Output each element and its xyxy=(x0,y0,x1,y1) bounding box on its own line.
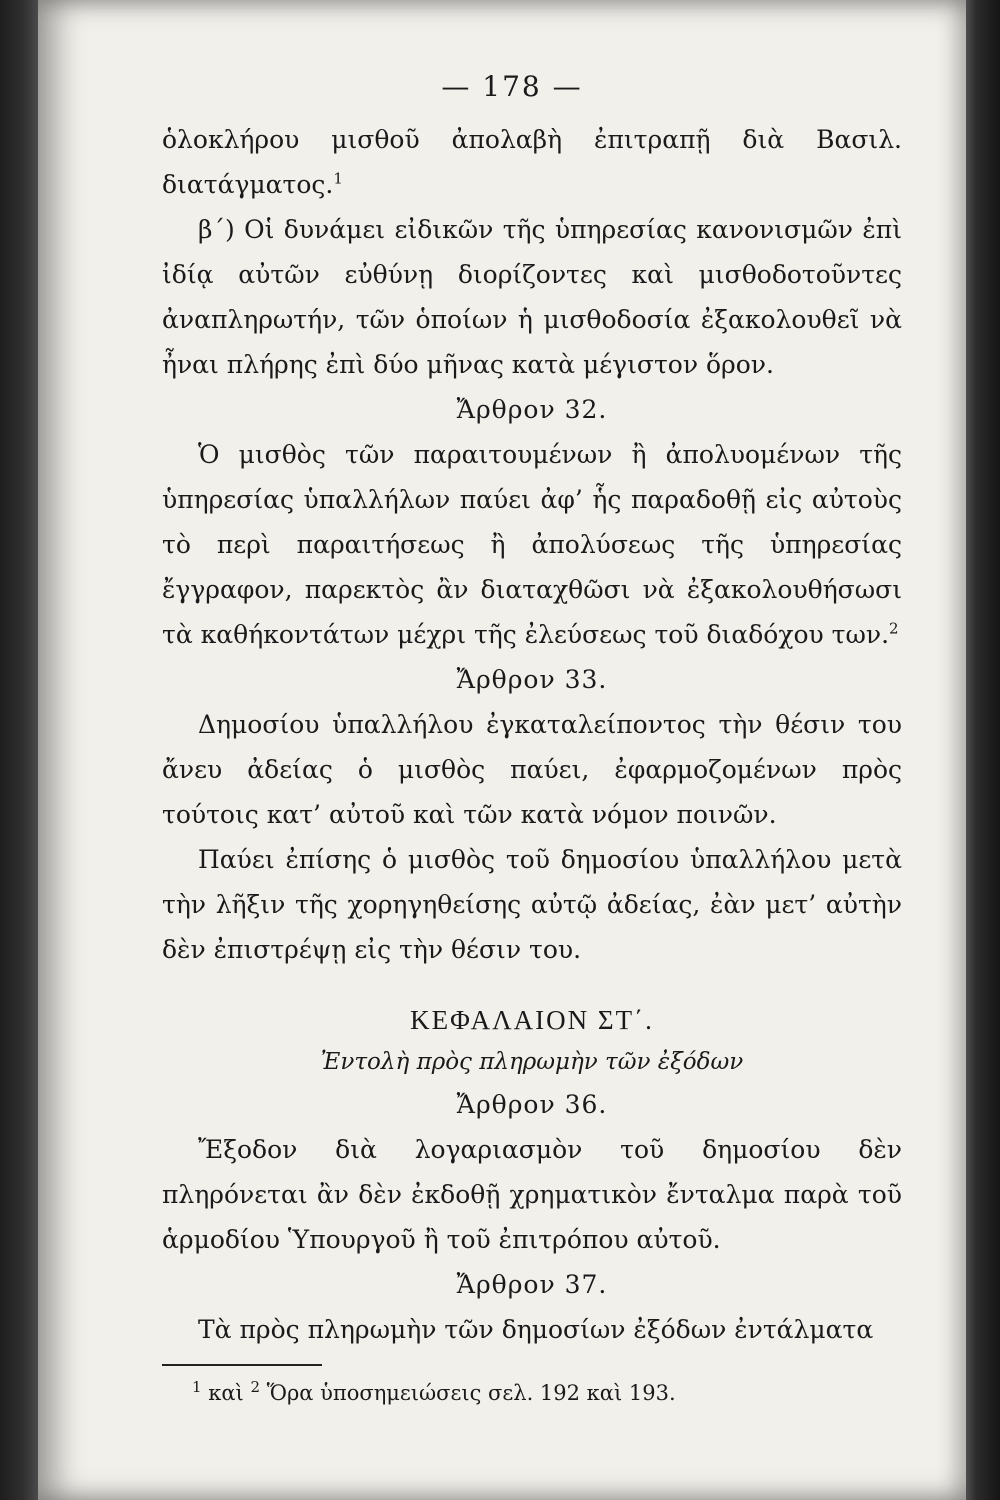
paragraph-1 xyxy=(162,117,902,207)
book-page xyxy=(38,0,966,1500)
footnote-connector: καὶ xyxy=(208,1381,244,1405)
paragraph-3-text: Ὁ μισθὸς τῶν παραιτουμένων ἢ ἀπολυομένων τῆς ὑπηρεσίας ὑπαλλήλων παύει ἀφ’ ἧς παραδοθῇ εἰς αὐτοὺς τὸ περὶ παραιτήσεως ἢ ἀπολύσεως τῆς ὑπηρεσίας ἔγγραφον, παρεκτὸς ἂν διαταχθῶσι νὰ ἐξακολουθήσωσι τὰ καθήκοντάτων μέχρι τῆς ἐλεύσεως τοῦ διαδόχου των. xyxy=(162,440,902,649)
footnote-mark-2: 2 xyxy=(250,1378,261,1396)
footnote xyxy=(162,1376,902,1410)
page-left-edge xyxy=(0,0,38,1500)
paragraph-2: β΄) Οἱ δυνάμει εἰδικῶν τῆς ὑπηρεσίας κανονισμῶν ἐπὶ ἰδίᾳ αὐτῶν εὐθύνῃ διορίζοντες καὶ μισθοδοτοῦντες ἀναπληρωτήν, τῶν ὁποίων ἡ μισθοδοσία ἐξακολουθεῖ νὰ ἦναι πλήρης ἐπὶ δύο μῆνας κατὰ μέγιστον ὅρον. xyxy=(162,215,902,379)
footnote-text: Ὅρα ὑποσημειώσεις σελ. 192 καὶ 193. xyxy=(266,1381,676,1405)
paragraph-6: Ἔξοδον διὰ λογαριασμὸν τοῦ δημοσίου δὲν πληρόνεται ἂν δὲν ἐκδοθῇ χρηματικὸν ἔνταλμα παρὰ τοῦ ἁρμοδίου Ὑπουργοῦ ἢ τοῦ ἐπιτρόπου αὐτοῦ. xyxy=(162,1135,902,1254)
paragraph-1-text: ὁλοκλήρου μισθοῦ ἀπολαβὴ ἐπιτραπῇ διὰ Βασιλ. διατάγματος. xyxy=(162,125,902,199)
page-number: — 178 — xyxy=(441,70,583,103)
paragraph-3 xyxy=(162,432,902,657)
paragraph-7: Τὰ πρὸς πληρωμὴν τῶν δημοσίων ἐξόδων ἐντάλματα xyxy=(198,1315,874,1344)
article-37-heading: Ἄρθρον 37. xyxy=(456,1270,608,1299)
footnote-ref-1: 1 xyxy=(333,169,343,188)
paragraph-5: Παύει ἐπίσης ὁ μισθὸς τοῦ δημοσίου ὑπαλλήλου μετὰ τὴν λῆξιν τῆς χορηγηθείσης αὐτῷ ἀδείας, ἐὰν μετ’ αὐτὴν δὲν ἐπιστρέψῃ εἰς τὴν θέσιν του. xyxy=(162,845,902,964)
page-text xyxy=(162,70,902,1410)
footnote-mark-1: 1 xyxy=(192,1378,202,1396)
article-36-heading: Ἄρθρον 36. xyxy=(456,1090,608,1119)
paragraph-4: Δημοσίου ὑπαλλήλου ἐγκαταλείποντος τὴν θέσιν του ἄνευ ἀδείας ὁ μισθὸς παύει, ἐφαρμοζομένων πρὸς τούτοις κατ’ αὐτοῦ καὶ τῶν κατὰ νόμον ποινῶν. xyxy=(162,710,902,829)
footnote-divider xyxy=(162,1364,322,1366)
chapter-subtitle: Ἐντολὴ πρὸς πληρωμὴν τῶν ἐξόδων xyxy=(320,1049,744,1075)
article-32-heading: Ἄρθρον 32. xyxy=(456,395,608,424)
chapter-heading: ΚΕΦΑΛΑΙΟΝ ΣΤ΄. xyxy=(410,1005,654,1035)
footnote-ref-2: 2 xyxy=(889,619,899,638)
page-right-edge xyxy=(966,0,1000,1500)
article-33-heading: Ἄρθρον 33. xyxy=(456,665,608,694)
